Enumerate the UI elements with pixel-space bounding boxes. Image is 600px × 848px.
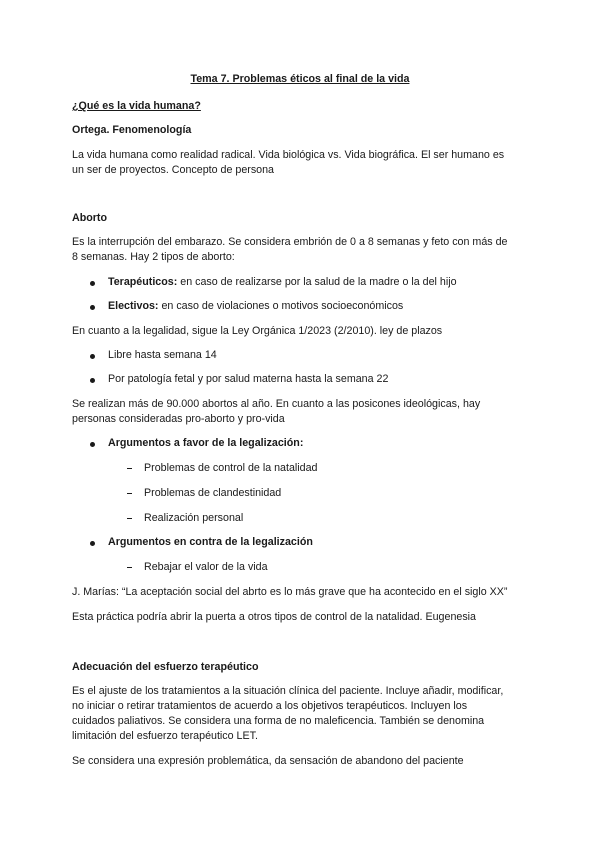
paragraph-line: no iniciar o retirar tratamientos de acuerdo a los objetivos terapéuticos. Incluyen los [72, 700, 468, 712]
quote-marias: J. Marías: “La aceptación social del abrto es lo más grave que ha acontecido en el siglo XX” [72, 586, 508, 598]
paragraph-line: 8 semanas. Hay 2 tipos de aborto: [72, 251, 235, 263]
paragraph-line: En cuanto a la legalidad, sigue la Ley Orgánica 1/2023 (2/2010). ley de plazos [72, 325, 443, 337]
dash-icon [127, 518, 132, 519]
bullet-icon [90, 281, 95, 286]
paragraph-line: Es la interrupción del embarazo. Se considera embrión de 0 a 8 semanas y feto con más de [72, 236, 508, 248]
list-heading-contra: Argumentos en contra de la legalización [108, 536, 313, 548]
paragraph-line: personas consideradas pro-aborto y pro-vida [72, 413, 285, 425]
heading-aborto: Aborto [72, 212, 108, 224]
bullet-icon [90, 442, 95, 447]
list-item-term: Terapéuticos: [108, 276, 178, 288]
dash-icon [127, 493, 132, 494]
sub-list-item: Realización personal [144, 512, 244, 524]
paragraph-line: un ser de proyectos. Concepto de persona [72, 164, 275, 176]
paragraph-line: cuidados paliativos. Se considera una forma de no maleficencia. También se denomina [72, 715, 485, 727]
bullet-icon [90, 541, 95, 546]
dash-icon [127, 567, 132, 568]
list-item-terapeuticos [108, 275, 457, 290]
list-item-desc: en caso de realizarse por la salud de la madre o la del hijo [180, 276, 457, 288]
sub-list-item: Problemas de clandestinidad [144, 487, 282, 499]
dash-icon [127, 468, 132, 469]
bullet-icon [90, 354, 95, 359]
subheading-ortega: Ortega. Fenomenología [72, 124, 192, 136]
paragraph-line: Esta práctica podría abrir la puerta a otros tipos de control de la natalidad. Eugenesia [72, 611, 476, 623]
paragraph-line: limitación del esfuerzo terapéutico LET. [72, 730, 258, 742]
heading-vida-humana: ¿Qué es la vida humana? [72, 100, 201, 112]
list-item: Libre hasta semana 14 [108, 349, 217, 361]
list-item-term: Electivos: [108, 300, 159, 312]
heading-esfuerzo-terapeutico: Adecuación del esfuerzo terapéutico [72, 661, 259, 673]
page-title: Tema 7. Problemas éticos al final de la vida [190, 73, 410, 85]
list-heading-favor: Argumentos a favor de la legalización: [108, 437, 304, 449]
sub-list-item: Problemas de control de la natalidad [144, 462, 318, 474]
paragraph-line: Se realizan más de 90.000 abortos al año. En cuanto a las posicones ideológicas, hay [72, 398, 481, 410]
paragraph-line: Es el ajuste de los tratamientos a la situación clínica del paciente. Incluye añadir, modificar, [72, 685, 504, 697]
bullet-icon [90, 378, 95, 383]
paragraph-line: La vida humana como realidad radical. Vida biológica vs. Vida biográfica. El ser humano es [72, 149, 505, 161]
list-item-electivos [108, 299, 403, 314]
sub-list-item: Rebajar el valor de la vida [144, 561, 268, 573]
list-item-desc: en caso de violaciones o motivos socioeconómicos [161, 300, 404, 312]
bullet-icon [90, 305, 95, 310]
paragraph-line: Se considera una expresión problemática, da sensación de abandono del paciente [72, 755, 464, 767]
list-item: Por patología fetal y por salud materna hasta la semana 22 [108, 373, 389, 385]
